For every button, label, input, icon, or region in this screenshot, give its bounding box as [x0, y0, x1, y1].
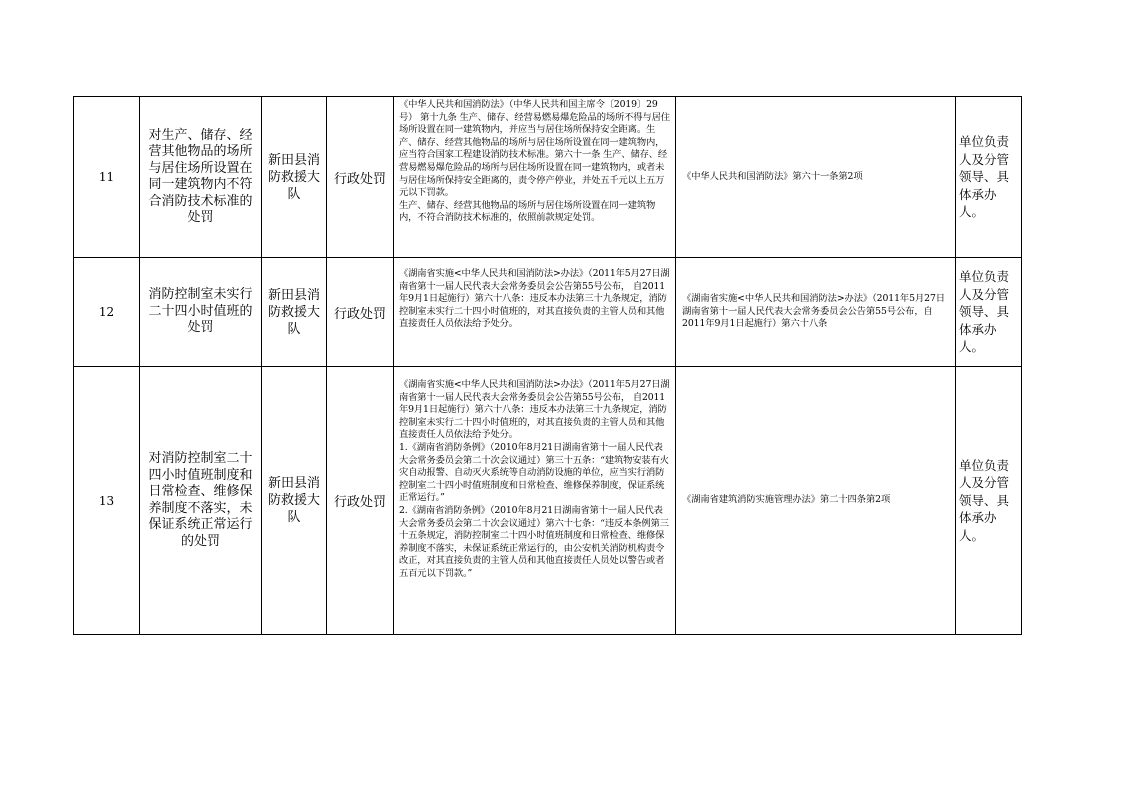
legal-basis: 《湖南省实施<中华人民共和国消防法>办法》（2011年5月27日湖南省第十一届人民代表大会常务委员会公告第55号公布， 自2011年9月1日起施行）第六十八条：违反本办法第三十九条规定，消防控制室未实行二十四小时值班的，对其直接负责的主管人员和其他直接责任人员依法给予处分。 1.《湖南省消防条例》（2010年8月21日湖南省第十一届人民代表大会常务委员会第二十次会议通过）第三十五条：“建筑物安装有火灾自动报警、自动灭火系统等自动消防设施的单位，应当实行消防控制室二十四小时值班制度和日常检查、维修保养制度，保证系统正常运行。” 2.《湖南省消防条例》（2010年8月21日湖南省第十一届人民代表大会常务委员会第二十次会议通过）第六十七条：“违反本条例第三十五条规定，消防控制室二十四小时值班制度和日常检查、维修保养制度不落实，未保证系统正常运行的，由公安机关消防机构责令改正，对其直接负责的主管人员和其他直接责任人员处以警告或者五百元以下罚款。”	[394, 367, 676, 635]
legal-basis: 《中华人民共和国消防法》（中华人民共和国主席令〔2019〕29号） 第十九条 生产、储存、经营易燃易爆危险品的场所不得与居住场所设置在同一建筑物内，并应当与居住场所保持安全距离。生产、储存、经营其他物品的场所与居住场所设置在同一建筑物内，应当符合国家工程建设消防技术标准。第六十一条 生产、储存、经营易燃易爆危险品的场所与居住场所设置在同一建筑物内，或者未与居住场所保持安全距离的，责令停产停业，并处五千元以上五万元以下罚款。 生产、储存、经营其他物品的场所与居住场所设置在同一建筑物内，不符合消防技术标准的，依照前款规定处罚。	[394, 97, 676, 258]
table-row	[74, 97, 1022, 258]
legal-basis: 《湖南省实施<中华人民共和国消防法>办法》（2011年5月27日湖南省第十一届人民代表大会常务委员会公告第55号公布， 自2011年9月1日起施行）第六十八条：违反本办法第三十九条规定，消防控制室未实行二十四小时值班的，对其直接负责的主管人员和其他直接责任人员依法给予处分。	[394, 258, 676, 367]
responsible-party: 单位负责人及分管领导、具体承办人。	[956, 97, 1022, 258]
accountability-basis: 《中华人民共和国消防法》第六十一条第2项	[676, 97, 956, 258]
penalty-table	[73, 96, 1022, 635]
accountability-basis: 《湖南省实施<中华人民共和国消防法>办法》（2011年5月27日湖南省第十一届人民代表大会常务委员会公告第55号公布，自2011年9月1日起施行）第六十八条	[676, 258, 956, 367]
implementing-department: 新田县消防救援大队	[262, 367, 327, 635]
implementing-department: 新田县消防救援大队	[262, 97, 327, 258]
responsible-party: 单位负责人及分管领导、具体承办人。	[956, 258, 1022, 367]
penalty-type: 行政处罚	[327, 367, 394, 635]
table-row	[74, 367, 1022, 635]
row-number: 12	[74, 258, 140, 367]
table-row	[74, 258, 1022, 367]
implementing-department: 新田县消防救援大队	[262, 258, 327, 367]
row-number: 11	[74, 97, 140, 258]
responsible-party: 单位负责人及分管领导、具体承办人。	[956, 367, 1022, 635]
accountability-basis: 《湖南省建筑消防实施管理办法》第二十四条第2项	[676, 367, 956, 635]
row-number: 13	[74, 367, 140, 635]
penalty-item: 消防控制室未实行二十四小时值班的处罚	[140, 258, 262, 367]
penalty-item: 对消防控制室二十四小时值班制度和日常检查、维修保养制度不落实，未保证系统正常运行的处罚	[140, 367, 262, 635]
penalty-type: 行政处罚	[327, 97, 394, 258]
penalty-type: 行政处罚	[327, 258, 394, 367]
penalty-item: 对生产、储存、经营其他物品的场所与居住场所设置在同一建筑物内不符合消防技术标准的处罚	[140, 97, 262, 258]
